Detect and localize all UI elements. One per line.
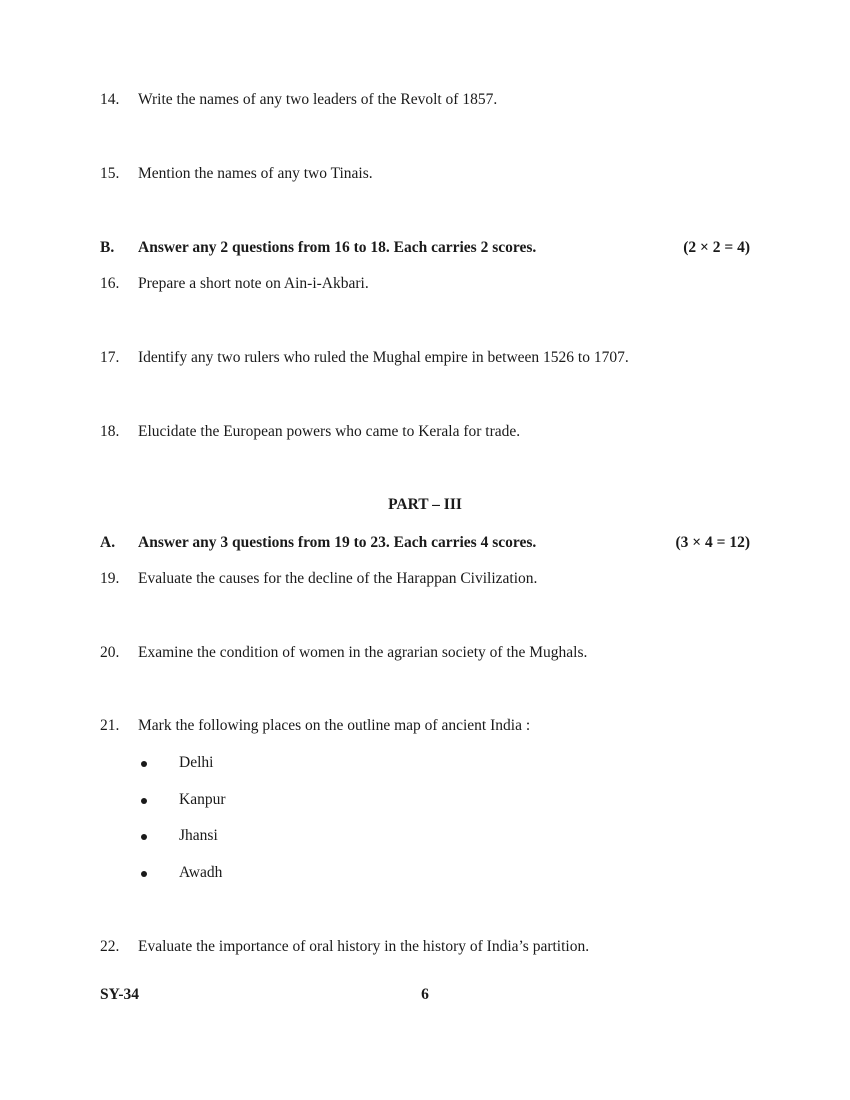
section-b-instruction: Answer any 2 questions from 16 to 18. Each carries 2 scores. <box>138 239 537 256</box>
part-3-section-a-marks: (3 × 4 = 12) <box>675 534 750 551</box>
question-text-21: Mark the following places on the outline map of ancient India : <box>138 717 531 734</box>
part-3-section-a-letter: A. <box>100 534 116 551</box>
footer-page-number: 6 <box>421 986 429 1003</box>
question-number-18: 18. <box>100 423 120 440</box>
question-number-21: 21. <box>100 717 120 734</box>
part-3-section-a-instruction: Answer any 3 questions from 19 to 23. Each carries 4 scores. <box>138 534 537 551</box>
place-item-kanpur: Kanpur <box>179 791 226 808</box>
section-b-marks: (2 × 2 = 4) <box>683 239 750 256</box>
part-3-title: PART – III <box>388 496 462 513</box>
question-number-19: 19. <box>100 570 120 587</box>
question-number-15: 15. <box>100 165 120 182</box>
footer-paper-code: SY-34 <box>100 986 140 1003</box>
question-text-19: Evaluate the causes for the decline of the Harappan Civilization. <box>138 570 538 587</box>
bullet-icon <box>141 761 147 767</box>
question-text-14: Write the names of any two leaders of the Revolt of 1857. <box>138 91 498 108</box>
question-text-17: Identify any two rulers who ruled the Mughal empire in between 1526 to 1707. <box>138 349 629 366</box>
place-item-delhi: Delhi <box>179 754 214 771</box>
section-b-letter: B. <box>100 239 115 256</box>
question-text-15: Mention the names of any two Tinais. <box>138 165 373 182</box>
question-number-20: 20. <box>100 644 120 661</box>
place-item-jhansi: Jhansi <box>179 827 218 844</box>
question-text-22: Evaluate the importance of oral history in the history of India’s partition. <box>138 938 590 955</box>
place-item-awadh: Awadh <box>179 864 223 881</box>
question-number-14: 14. <box>100 91 120 108</box>
bullet-icon <box>141 871 147 877</box>
question-number-16: 16. <box>100 275 120 292</box>
question-text-16: Prepare a short note on Ain-i-Akbari. <box>138 275 369 292</box>
question-text-18: Elucidate the European powers who came to Kerala for trade. <box>138 423 521 440</box>
question-number-17: 17. <box>100 349 120 366</box>
bullet-icon <box>141 798 147 804</box>
question-text-20: Examine the condition of women in the agrarian society of the Mughals. <box>138 644 588 661</box>
question-number-22: 22. <box>100 938 120 955</box>
bullet-icon <box>141 834 147 840</box>
